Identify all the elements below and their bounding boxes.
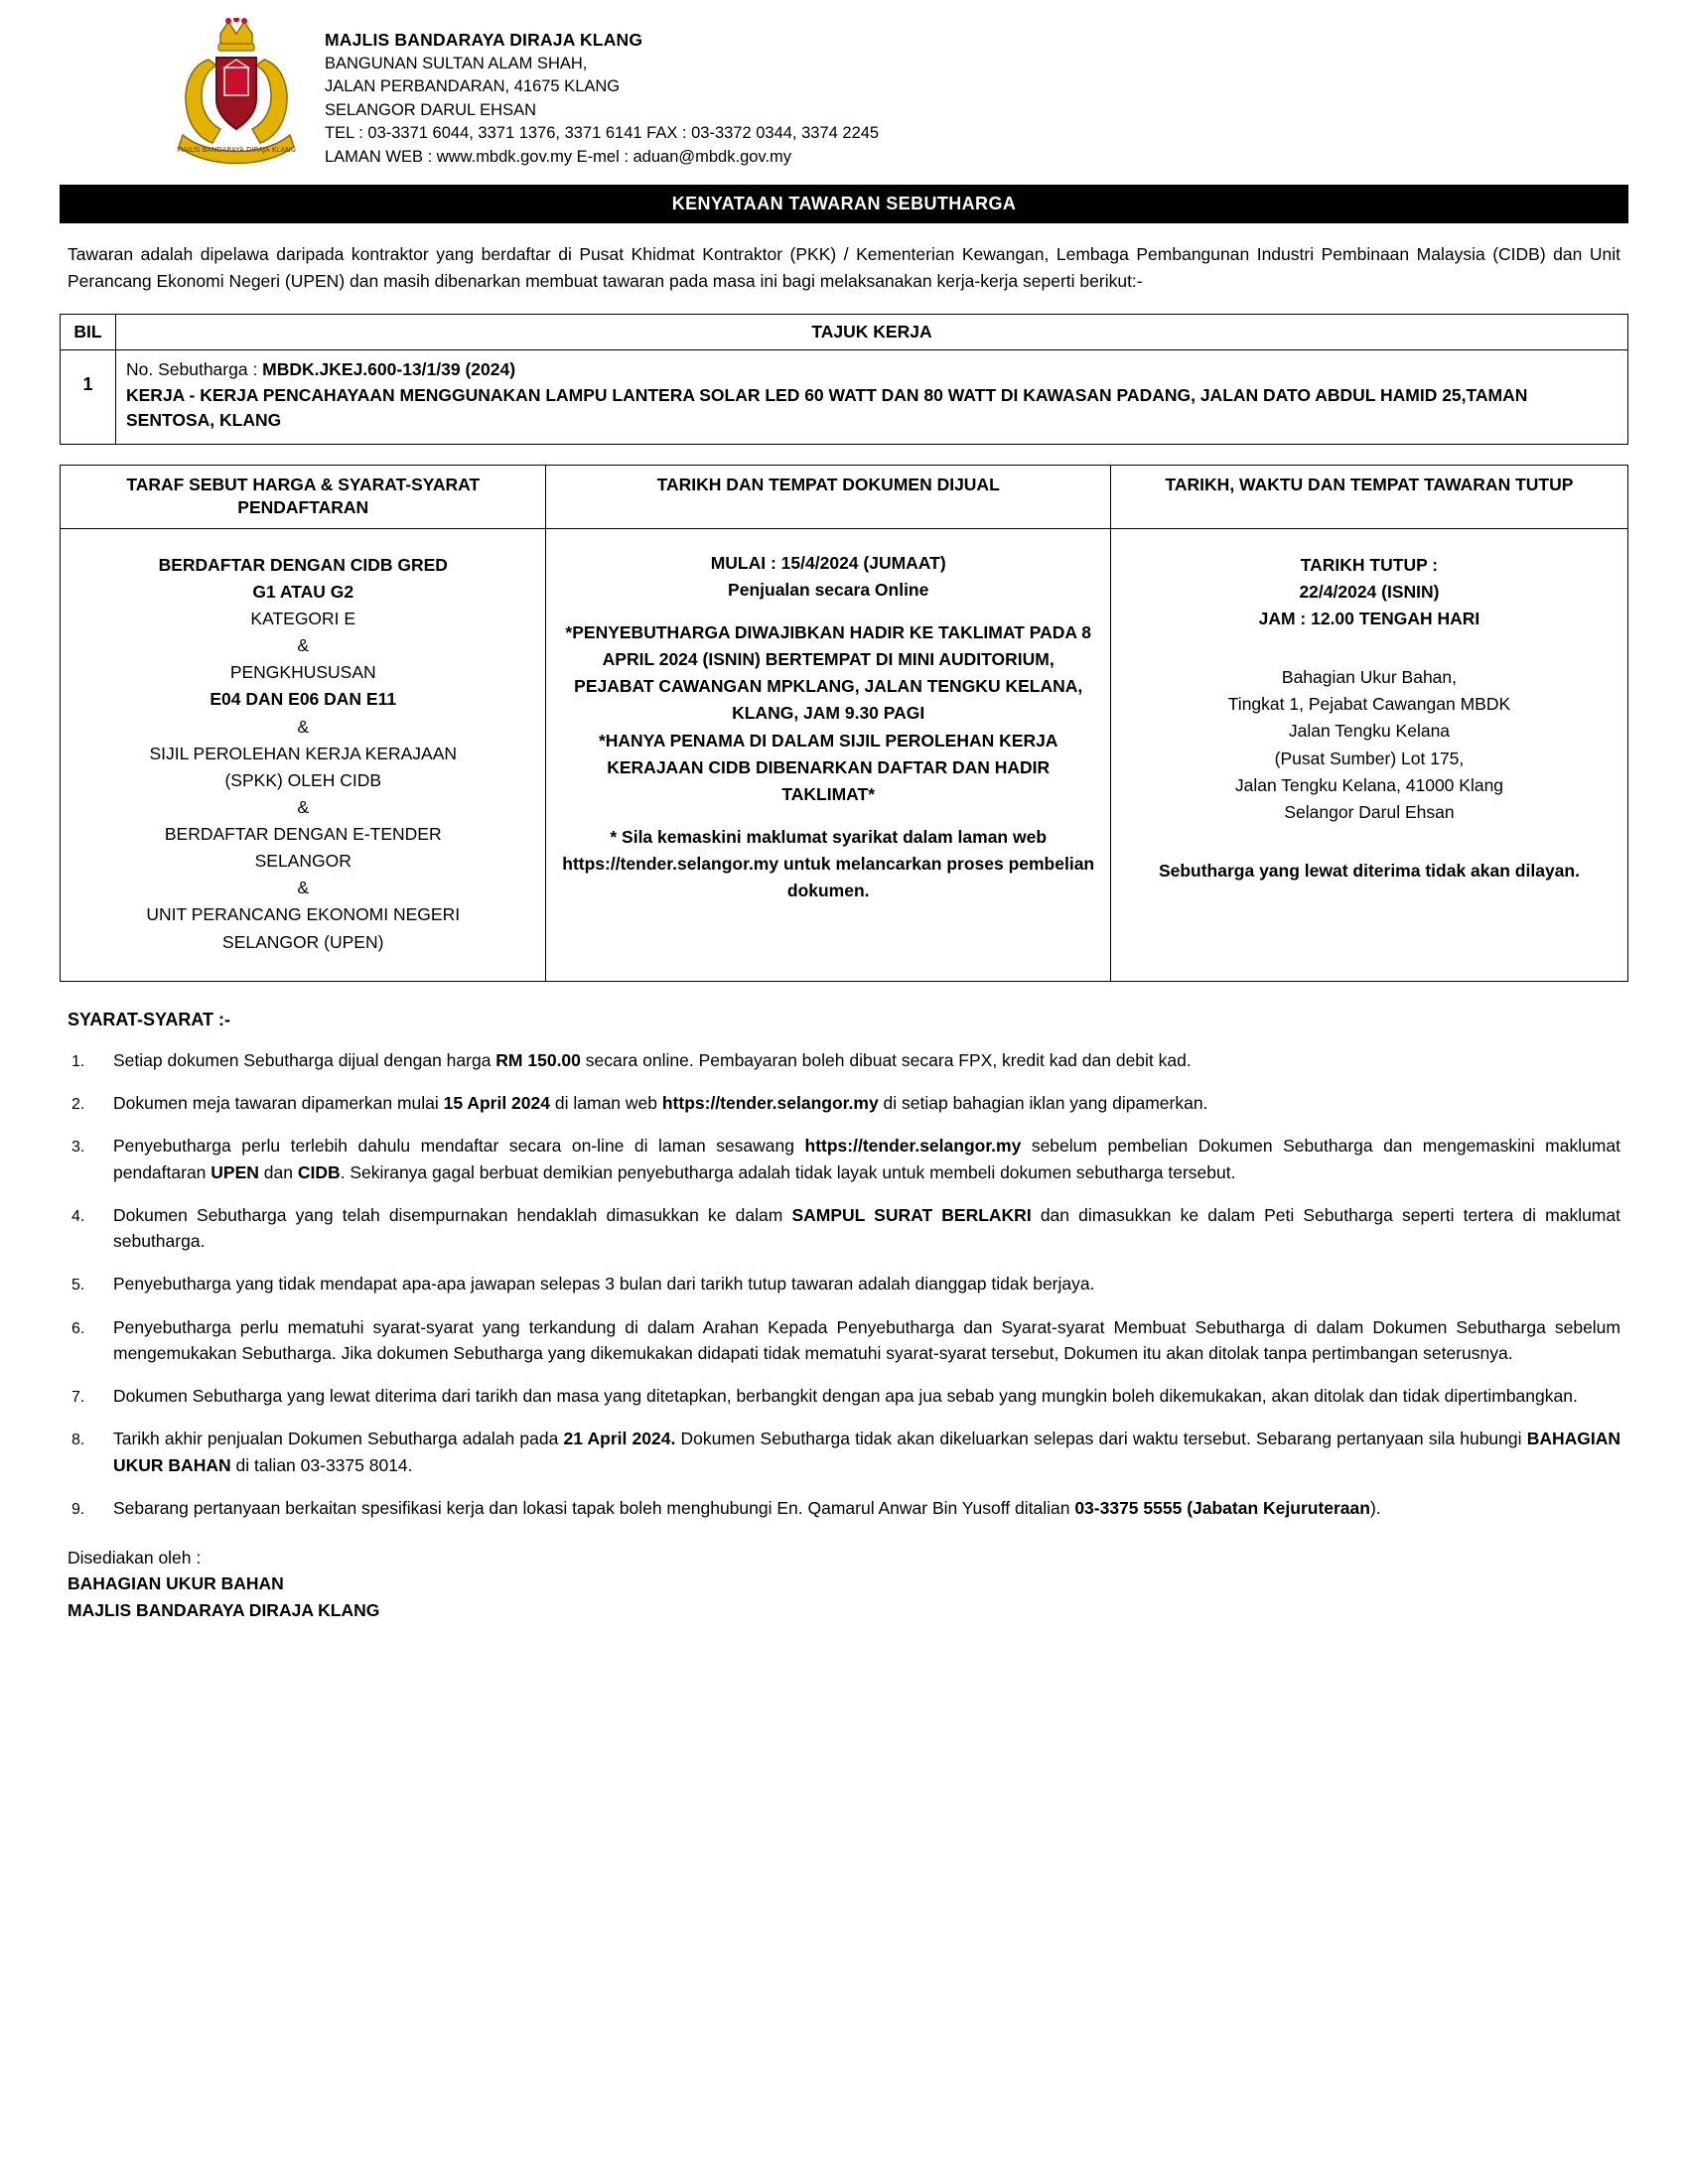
pengkhususan-value: E04 DAN E06 DAN E11: [210, 689, 397, 710]
condition-text: Sebarang pertanyaan berkaitan spesifikasi kerja dan lokasi tapak boleh menghubungi En. Qamarul Anwar Bin Yusoff ditalian 03-3375 5555 (Jabatan Kejuruteraan).: [113, 1497, 1381, 1518]
condition-text: Setiap dokumen Sebutharga dijual dengan harga RM 150.00 secara online. Pembayaran boleh dibuat secara FPX, kredit kad dan debit kad.: [113, 1049, 1192, 1070]
condition-item: [68, 1314, 1620, 1367]
closing-date-label: TARIKH TUTUP :: [1300, 554, 1439, 575]
closing-address-line-3: Jalan Tengku Kelana: [1288, 721, 1451, 742]
closing-date-value: 22/4/2024 (ISNIN): [1299, 581, 1440, 602]
closing-details-cell: [1110, 528, 1627, 981]
registration-requirements-cell: [61, 528, 546, 981]
spkk-line-2: (SPKK) OLEH CIDB: [224, 769, 382, 790]
prepared-by-department: BAHAGIAN UKUR BAHAN: [68, 1573, 284, 1594]
closing-details: [1112, 530, 1626, 908]
row-number: 1: [61, 350, 116, 444]
condition-number: 4.: [71, 1207, 85, 1225]
table-row: [61, 350, 1628, 444]
coat-of-arms-icon: [169, 18, 303, 167]
registration-requirements: [62, 530, 544, 980]
condition-item: [68, 1383, 1620, 1409]
sale-details: [547, 530, 1108, 929]
sale-mode: Penjualan secara Online: [728, 579, 929, 600]
condition-item: [68, 1133, 1620, 1185]
address-line-1: BANGUNAN SULTAN ALAM SHAH,: [325, 54, 588, 72]
condition-text: Tarikh akhir penjualan Dokumen Sebutharga adalah pada 21 April 2024. Dokumen Sebutharga tidak akan dikeluarkan selepas dari waktu tersebut. Sebarang pertanyaan sila hubungi BAHAGIAN UKUR BAHAN di talian 03-3375 8014.: [113, 1429, 1620, 1475]
condition-item: [68, 1047, 1620, 1073]
condition-item: [68, 1202, 1620, 1255]
cidb-grade-line-1: BERDAFTAR DENGAN CIDB GRED: [158, 554, 448, 575]
upen-line-2: SELANGOR (UPEN): [222, 931, 384, 952]
prepared-by-organisation: MAJLIS BANDARAYA DIRAJA KLANG: [68, 1599, 380, 1620]
condition-text: Dokumen meja tawaran dipamerkan mulai 15 April 2024 di laman web https://tender.selangor.my di setiap bahagian iklan yang dipamerkan.: [113, 1093, 1208, 1114]
quotation-number-label: No. Sebutharga :: [126, 359, 263, 380]
condition-number: 9.: [71, 1500, 85, 1518]
condition-text: Penyebutharga perlu mematuhi syarat-syarat yang terkandung di dalam Arahan Kepada Penyebutharga dan Syarat-syarat Membuat Sebutharga di dalam Dokumen Sebutharga sebelum mengemukakan Sebutharga. Jika dokumen Sebutharga yang dikemukakan didapati tidak mematuhi syarat-syarat tersebut, Dokumen itu akan ditolak tanpa pertimbangan seterusnya.: [113, 1316, 1620, 1363]
cidb-grade-line-2: G1 ATAU G2: [252, 581, 354, 602]
pengkhususan-label: PENGKHUSUSAN: [229, 662, 376, 683]
condition-item: [68, 1426, 1620, 1478]
condition-text: Penyebutharga yang tidak mendapat apa-apa jawapan selepas 3 bulan dari tarikh tutup tawaran adalah dianggap tidak berjaya.: [113, 1274, 1095, 1295]
intro-paragraph: Tawaran adalah dipelawa daripada kontraktor yang berdaftar di Pusat Khidmat Kontraktor (PKK) / Kementerian Kewangan, Lembaga Pembangunan Industri Pembinaan Malaysia (CIDB) dan Unit Perancang Ekonomi Negeri (UPEN) dan masih dibenarkan membuat tawaran pada masa ini bagi melaksanakan kerja-kerja seperti berikut:-: [68, 244, 1620, 291]
company-update-notice: * Sila kemaskini maklumat syarikat dalam laman web https://tender.selangor.my untuk melancarkan proses pembelian dokumen.: [562, 826, 1095, 901]
kategori-line: KATEGORI E: [250, 609, 356, 628]
condition-item: [68, 1090, 1620, 1116]
work-title: KERJA - KERJA PENCAHAYAAN MENGGUNAKAN LAMPU LANTERA SOLAR LED 60 WATT DAN 80 WATT DI KAWASAN PADANG, JALAN DATO ABDUL HAMID 25,TAMAN SENTOSA, KLANG: [126, 384, 1528, 431]
condition-number: 7.: [71, 1389, 85, 1407]
quotation-number-value: MBDK.JKEJ.600-13/1/39 (2024): [262, 359, 516, 380]
condition-text: Dokumen Sebutharga yang lewat diterima dari tarikh dan masa yang ditetapkan, berbangkit dengan apa jua sebab yang mungkin boleh dikemukakan, akan ditolak dan tidak dipertimbangkan.: [113, 1386, 1578, 1407]
closing-address-line-1: Bahagian Ukur Bahan,: [1281, 667, 1457, 688]
briefing-restriction: *HANYA PENAMA DI DALAM SIJIL PEROLEHAN KERJA KERAJAAN CIDB DIBENARKAN DAFTAR DAN HADIR TAKLIMAT*: [598, 730, 1058, 804]
details-header-row: [61, 465, 1628, 528]
closing-address-line-6: Selangor Darul Ehsan: [1284, 801, 1455, 822]
column-header-tajuk-kerja: TAJUK KERJA: [116, 314, 1628, 350]
closing-address-line-5: Jalan Tengku Kelana, 41000 Klang: [1234, 774, 1504, 795]
web-email-line: LAMAN WEB : www.mbdk.gov.my E-mel : aduan@mbdk.gov.my: [325, 147, 792, 166]
condition-number: 3.: [71, 1139, 85, 1157]
details-table: [60, 465, 1628, 982]
address-line-2: JALAN PERBANDARAN, 41675 KLANG: [325, 77, 621, 96]
sale-details-cell: [546, 528, 1110, 981]
condition-number: 5.: [71, 1277, 85, 1295]
spkk-line-1: SIJIL PEROLEHAN KERJA KERAJAAN: [149, 743, 458, 763]
conditions-list: [68, 1047, 1620, 1521]
organisation-name: MAJLIS BANDARAYA DIRAJA KLANG: [325, 30, 643, 50]
work-table: [60, 314, 1628, 445]
column-header-bil: BIL: [61, 314, 116, 350]
prepared-by-block: [68, 1545, 1620, 1623]
late-submission-notice: Sebutharga yang lewat diterima tidak akan dilayan.: [1158, 860, 1580, 881]
condition-item: [68, 1271, 1620, 1297]
details-body-row: [61, 528, 1628, 981]
conditions-heading: SYARAT-SYARAT :-: [68, 1009, 231, 1029]
amp-2: &: [297, 716, 310, 737]
condition-number: 6.: [71, 1319, 85, 1337]
upen-line-1: UNIT PERANCANG EKONOMI NEGERI: [146, 904, 461, 925]
condition-number: 8.: [71, 1432, 85, 1449]
document-title-bar: KENYATAAN TAWARAN SEBUTHARGA: [60, 185, 1628, 223]
etender-line-1: BERDAFTAR DENGAN E-TENDER: [164, 824, 442, 844]
letterhead-text: [325, 18, 879, 169]
closing-time-value: JAM : 12.00 TENGAH HARI: [1258, 609, 1480, 628]
closing-address-line-4: (Pusat Sumber) Lot 175,: [1274, 748, 1465, 768]
quotation-number-line: [126, 357, 1618, 382]
work-description-cell: [116, 350, 1628, 444]
condition-text: Penyebutharga perlu terlebih dahulu mendaftar secara on-line di laman sesawang https://tender.selangor.my sebelum pembelian Dokumen Sebutharga dan mengemaskini maklumat pendaftaran UPEN dan CIDB. Sekiranya gagal berbuat demikian penyebutharga adalah tidak layak untuk membeli dokumen sebutharga tersebut.: [113, 1136, 1620, 1182]
briefing-notice: *PENYEBUTHARGA DIWAJIBKAN HADIR KE TAKLIMAT PADA 8 APRIL 2024 (ISNIN) BERTEMPAT DI MINI AUDITORIUM, PEJABAT CAWANGAN MPKLANG, JALAN TENGKU KELANA, KLANG, JAM 9.30 PAGI: [565, 622, 1091, 724]
amp-4: &: [297, 878, 310, 898]
sale-start-date: MULAI : 15/4/2024 (JUMAAT): [710, 552, 946, 573]
svg-text:MAJLIS BANDARAYA DIRAJA KLANG: MAJLIS BANDARAYA DIRAJA KLANG: [177, 146, 296, 154]
closing-address-line-2: Tingkat 1, Pejabat Cawangan MBDK: [1227, 694, 1511, 715]
telephone-line: TEL : 03-3371 6044, 3371 1376, 3371 6141 FAX : 03-3372 0344, 3374 2245: [325, 124, 880, 143]
column-header-tarikh-tutup: TARIKH, WAKTU DAN TEMPAT TAWARAN TUTUP: [1110, 465, 1627, 528]
condition-text: Dokumen Sebutharga yang telah disempurnakan hendaklah dimasukkan ke dalam SAMPUL SURAT BERLAKRI dan dimasukkan ke dalam Peti Sebutharga seperti tertera di maklumat sebutharga.: [113, 1204, 1620, 1252]
address-line-3: SELANGOR DARUL EHSAN: [325, 100, 537, 119]
condition-number: 2.: [71, 1096, 85, 1114]
amp-1: &: [297, 635, 310, 656]
table-header-row: [61, 314, 1628, 350]
etender-line-2: SELANGOR: [254, 851, 352, 872]
column-header-taraf: TARAF SEBUT HARGA & SYARAT-SYARAT PENDAFTARAN: [61, 465, 546, 528]
letterhead: [60, 18, 1628, 169]
column-header-tarikh-dijual: TARIKH DAN TEMPAT DOKUMEN DIJUAL: [546, 465, 1110, 528]
condition-item: [68, 1495, 1620, 1521]
prepared-by-label: Disediakan oleh :: [68, 1548, 202, 1569]
condition-number: 1.: [71, 1052, 85, 1070]
amp-3: &: [297, 796, 310, 817]
